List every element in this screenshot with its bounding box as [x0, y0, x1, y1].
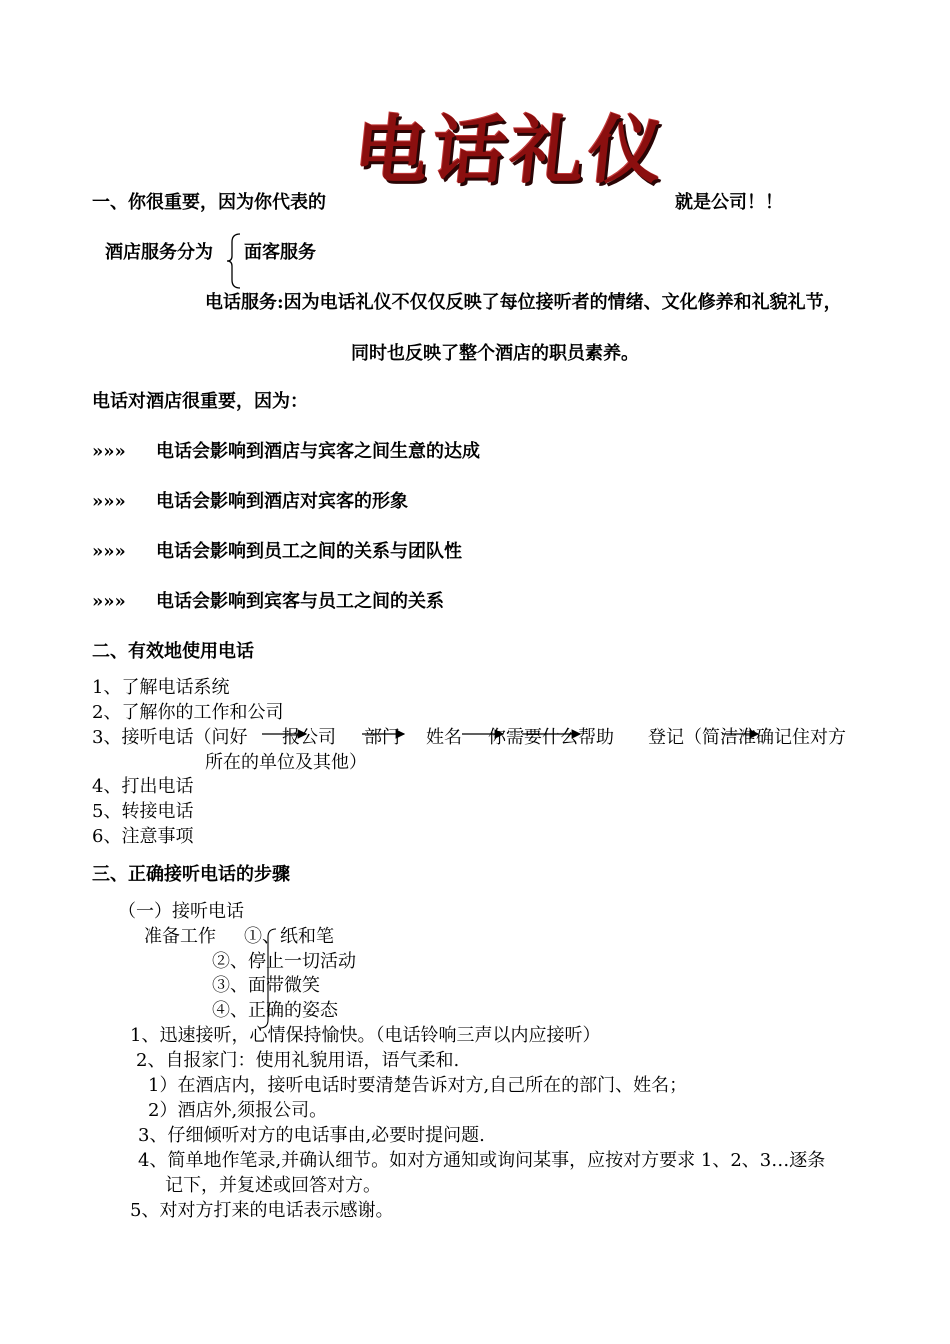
prep-item: ②、停止一切活动 — [212, 951, 356, 972]
phone-service: 电话服务:因为电话礼仪不仅仅反映了每位接听者的情绪、文化修养和礼貌礼节， — [205, 292, 842, 313]
list-item: 6、注意事项 — [92, 826, 194, 847]
section2-heading: 二、有效地使用电话 — [92, 641, 254, 662]
bullet-text: 电话会影响到宾客与员工之间的关系 — [156, 591, 444, 612]
bullet-marker: »»» — [92, 491, 126, 512]
flow-step: 报公司 — [282, 727, 336, 748]
prep-item: ①、纸和笔 — [244, 926, 334, 947]
flow-step: 你需要什么帮助 — [488, 727, 614, 748]
section3-heading: 三、正确接听电话的步骤 — [92, 864, 290, 885]
flow-step: 登记（简洁准确记住对方 — [648, 727, 846, 748]
bullet-text: 电话会影响到酒店与宾客之间生意的达成 — [156, 441, 480, 462]
step-item: 4、简单地作笔录,并确认细节。如对方通知或询问某事，应按对方要求 1、2、3…逐条 — [138, 1150, 826, 1171]
service-label: 酒店服务分为 — [105, 242, 213, 263]
step-item: 1、迅速接听，心情保持愉快。（电话铃响三声以内应接听） — [130, 1025, 601, 1046]
prep-item: ④、正确的姿态 — [212, 1000, 338, 1021]
list-item: 5、转接电话 — [92, 801, 194, 822]
bullet-text: 电话会影响到员工之间的关系与团队性 — [156, 541, 462, 562]
section1-heading-left: 一、你很重要，因为你代表的 — [92, 192, 326, 213]
phone-service-cont: 同时也反映了整个酒店的职员素养。 — [351, 343, 639, 364]
importance-intro: 电话对酒店很重要，因为： — [92, 391, 308, 412]
list-item: 3、接听电话（问好 — [92, 727, 248, 748]
bullet-marker: »»» — [92, 591, 126, 612]
step-item: 5、对对方打来的电话表示感谢。 — [130, 1200, 394, 1221]
bullet-marker: »»» — [92, 441, 126, 462]
step-item-cont: 记下，并复述或回答对方。 — [165, 1175, 381, 1196]
step-item: 2）酒店外,须报公司。 — [148, 1100, 328, 1121]
step-item: 1）在酒店内，接听电话时要清楚告诉对方,自己所在的部门、姓名； — [148, 1075, 688, 1096]
list-item: 1、了解电话系统 — [92, 677, 230, 698]
list-item: 2、了解你的工作和公司 — [92, 702, 284, 723]
flow-cont: 所在的单位及其他） — [205, 752, 367, 773]
flow-step: 部门 — [364, 727, 400, 748]
flow-step: 姓名 — [426, 727, 462, 748]
sub-heading: （一）接听电话 — [118, 901, 244, 922]
bullet-text: 电话会影响到酒店对宾客的形象 — [156, 491, 408, 512]
bullet-marker: »»» — [92, 541, 126, 562]
service-face: 面客服务 — [244, 242, 316, 263]
list-item: 4、打出电话 — [92, 776, 194, 797]
step-item: 3、仔细倾听对方的电话事由,必要时提问题. — [138, 1125, 485, 1146]
step-item: 2、自报家门：使用礼貌用语，语气柔和. — [136, 1050, 460, 1071]
section1-heading-right: 就是公司！！ — [675, 192, 783, 213]
prep-label: 准备工作 — [144, 926, 216, 947]
prep-item: ③、面带微笑 — [212, 975, 320, 996]
page-title: 电话礼仪 — [349, 108, 671, 194]
